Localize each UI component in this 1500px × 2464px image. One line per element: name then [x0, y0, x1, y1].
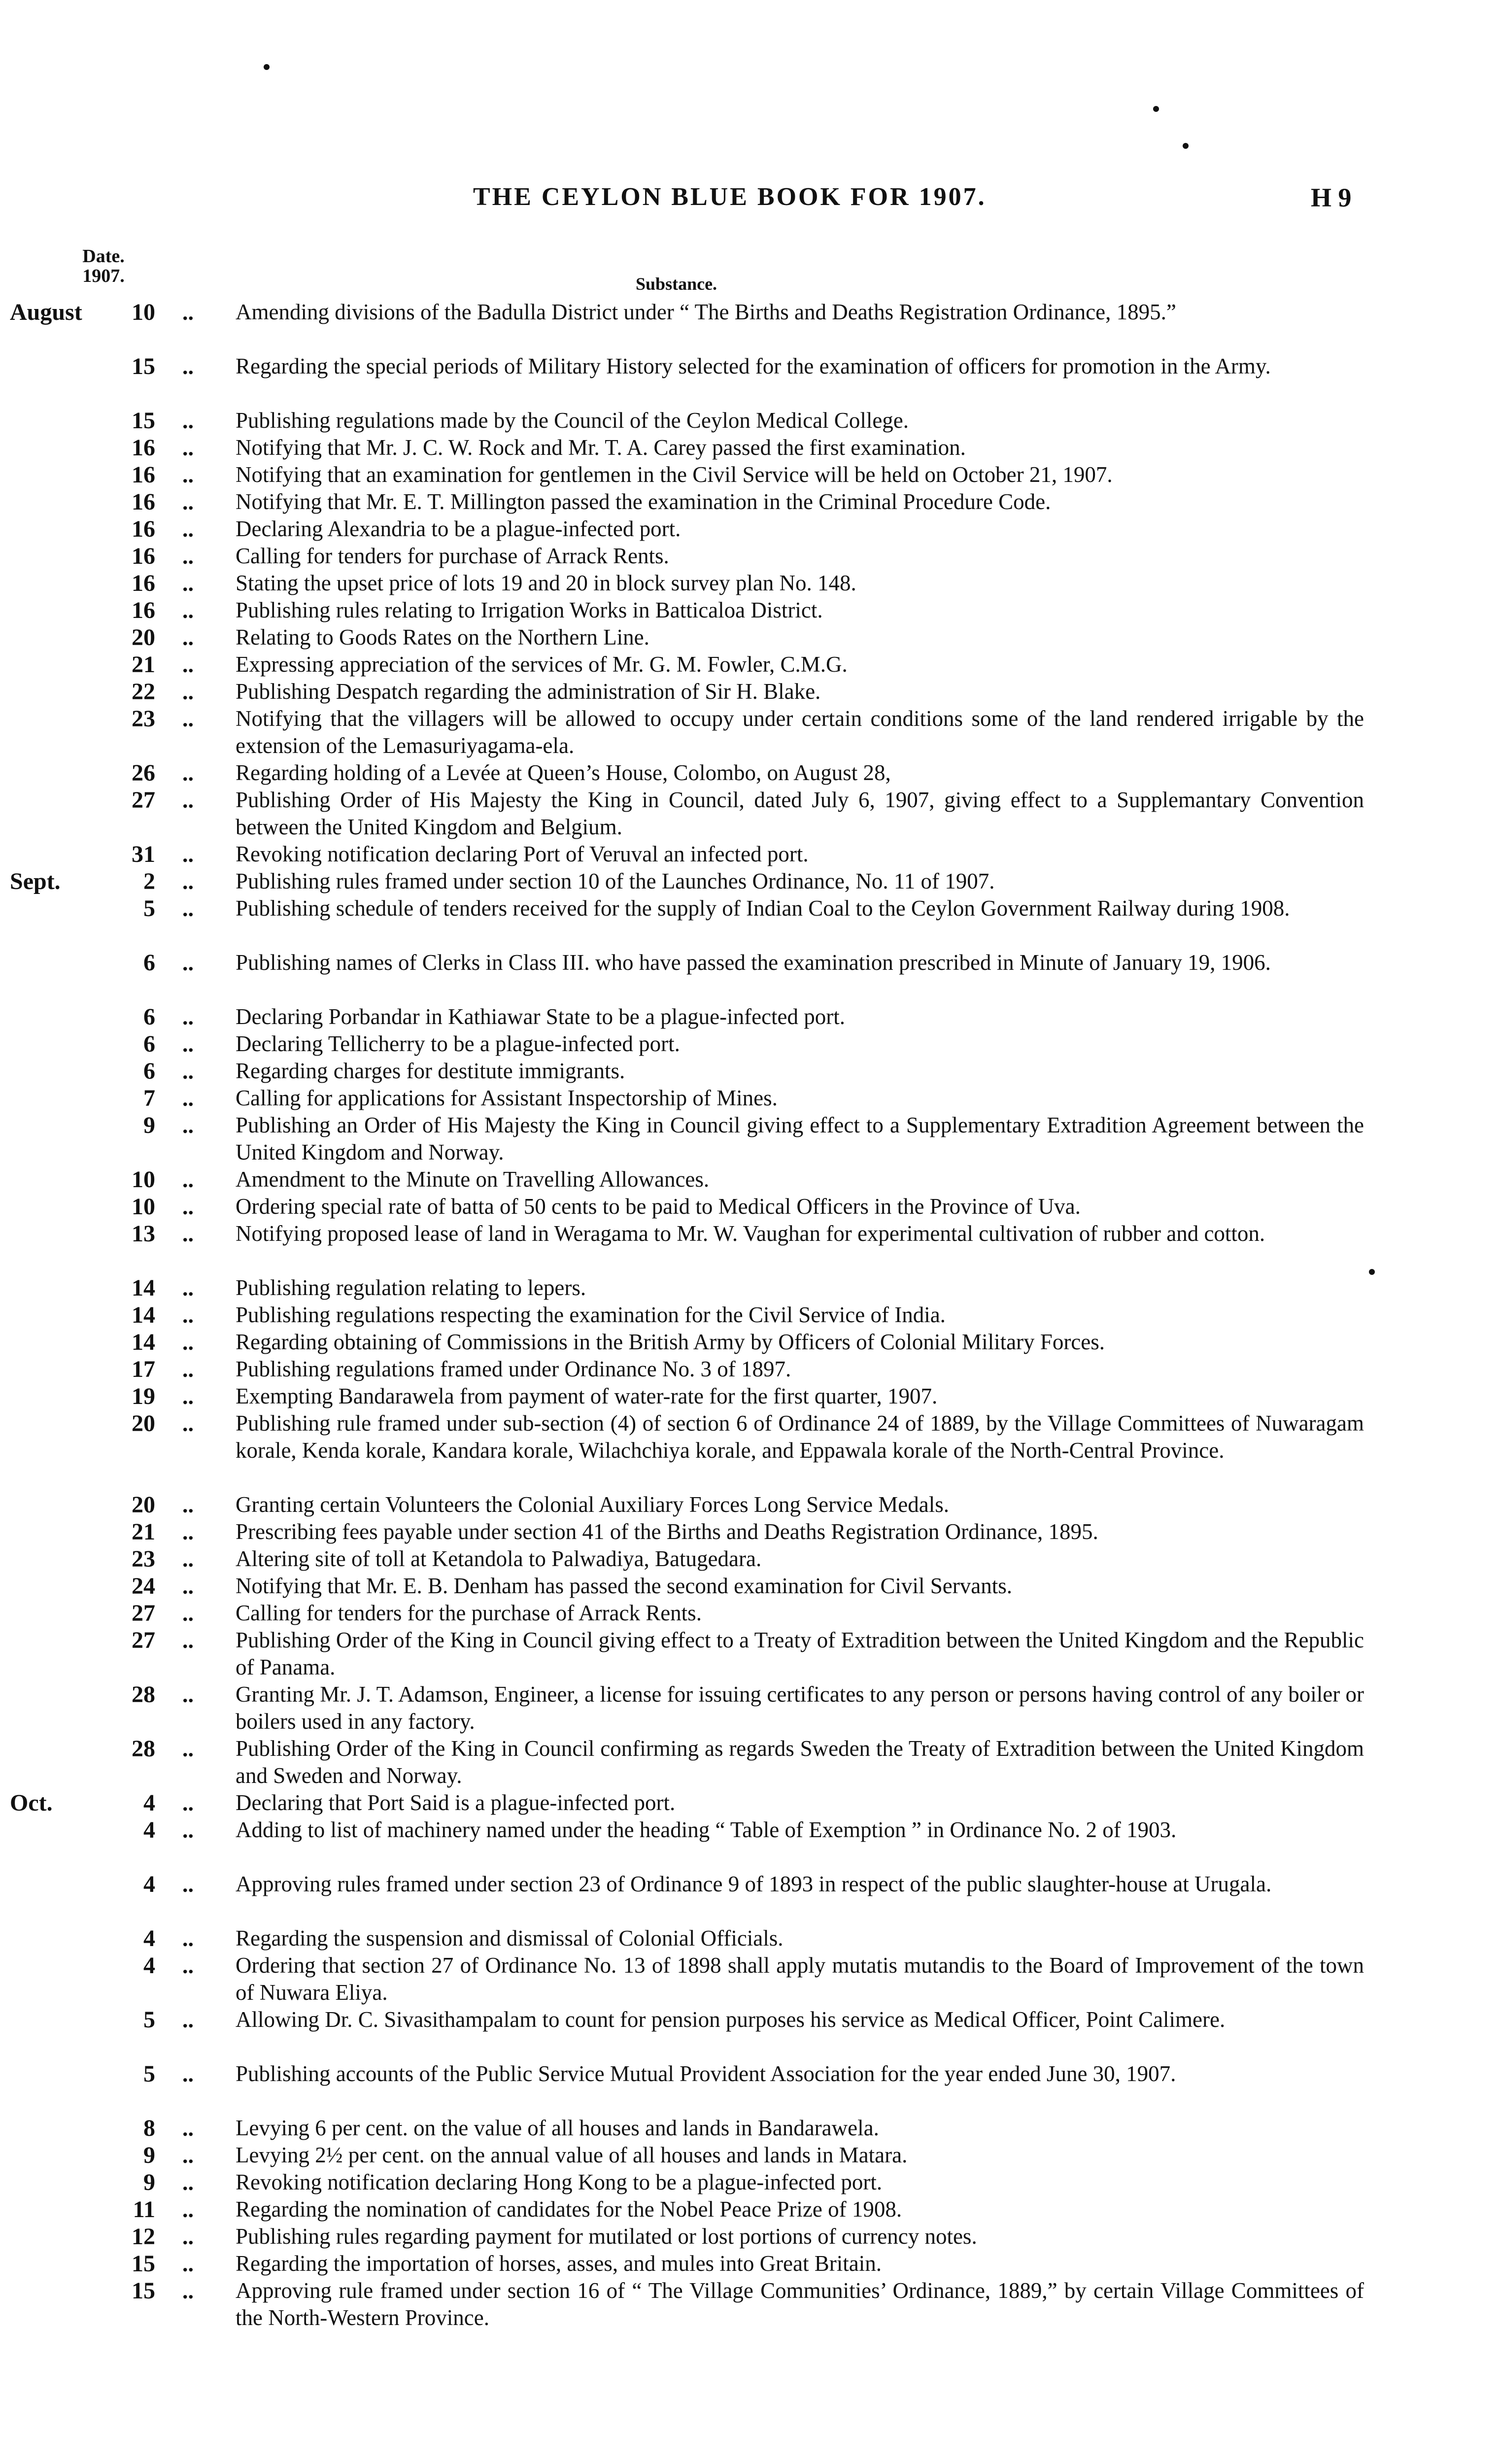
entry-row — [0, 2250, 1500, 2277]
entry-leader-dots: .. — [182, 1031, 194, 1057]
entry-row — [0, 1220, 1500, 1274]
entry-substance: Expressing appreciation of the services of Mr. G. M. Fowler, C.M.G. — [236, 652, 848, 677]
entry-row — [0, 624, 1500, 651]
entry-row — [0, 1789, 1500, 1816]
entry-day: 27 — [132, 787, 155, 813]
entry-row — [0, 570, 1500, 597]
entry-day: 16 — [132, 597, 155, 623]
entry-day: 9 — [143, 2142, 155, 2168]
entry-day: 21 — [132, 651, 155, 678]
entry-row — [0, 2115, 1500, 2142]
entry-leader-dots: .. — [182, 787, 194, 813]
page-number: H 9 — [1311, 183, 1352, 212]
entry-leader-dots: .. — [182, 1519, 194, 1544]
entry-substance: Regarding the nomination of candidates for the Nobel Peace Prize of 1908. — [236, 2197, 902, 2222]
entry-leader-dots: .. — [182, 1167, 194, 1192]
substance-column-header: Substance. — [636, 274, 717, 294]
entries-list — [0, 299, 1500, 2331]
entry-row — [0, 488, 1500, 515]
entry-leader-dots: .. — [182, 2143, 194, 2168]
entry-substance: Levying 6 per cent. on the value of all houses and lands in Bandarawela. — [236, 2116, 879, 2140]
entry-substance: Calling for tenders for purchase of Arrack Rents. — [236, 544, 669, 568]
entry-row — [0, 1085, 1500, 1112]
entry-day: 28 — [132, 1681, 155, 1708]
ink-speck — [264, 64, 270, 70]
entry-row — [0, 2277, 1500, 2331]
entry-substance: Declaring Porbandar in Kathiawar State to be a plague-infected port. — [236, 1004, 846, 1029]
ink-speck — [1153, 106, 1159, 112]
entry-leader-dots: .. — [182, 1194, 194, 1219]
entry-leader-dots: .. — [182, 1546, 194, 1572]
entry-row — [0, 299, 1500, 353]
entry-leader-dots: .. — [182, 1736, 194, 1761]
entry-row — [0, 1410, 1500, 1491]
entry-day: 9 — [143, 2169, 155, 2195]
entry-substance: Publishing regulations respecting the examination for the Civil Service of India. — [236, 1302, 946, 1327]
entry-row — [0, 1600, 1500, 1627]
entry-day: 20 — [132, 1492, 155, 1518]
entry-leader-dots: .. — [182, 1384, 194, 1409]
entry-leader-dots: .. — [182, 1113, 194, 1138]
entry-row — [0, 2142, 1500, 2169]
entry-leader-dots: .. — [182, 706, 194, 731]
entry-day: 13 — [132, 1221, 155, 1247]
entry-row — [0, 1274, 1500, 1301]
entry-leader-dots: .. — [182, 1275, 194, 1300]
entry-day: 19 — [132, 1383, 155, 1409]
entry-row — [0, 1545, 1500, 1573]
entry-substance: Granting certain Volunteers the Colonial Auxiliary Forces Long Service Medals. — [236, 1492, 950, 1517]
date-column-header — [57, 246, 150, 286]
entry-substance: Notifying that Mr. E. B. Denham has passed the second examination for Civil Servants. — [236, 1574, 1012, 1598]
entry-substance: Exempting Bandarawela from payment of water-rate for the first quarter, 1907. — [236, 1384, 938, 1408]
entry-row — [0, 841, 1500, 868]
entry-row — [0, 759, 1500, 787]
entry-substance: Publishing names of Clerks in Class III. who have passed the examination prescribed in Minute of January 19, 1906. — [236, 950, 1271, 975]
entry-leader-dots: .. — [182, 2007, 194, 2032]
entry-leader-dots: .. — [182, 544, 194, 569]
entry-day: 24 — [132, 1573, 155, 1599]
entry-row — [0, 1356, 1500, 1383]
entry-leader-dots: .. — [182, 435, 194, 460]
entry-substance: Approving rules framed under section 23 of Ordinance 9 of 1893 in respect of the public slaughter-house at Urugala. — [236, 1872, 1272, 1896]
entry-substance: Publishing rules regarding payment for mutilated or lost portions of currency notes. — [236, 2224, 977, 2249]
entry-leader-dots: .. — [182, 489, 194, 514]
entry-row — [0, 407, 1500, 434]
entry-day: 6 — [143, 950, 155, 976]
entry-leader-dots: .. — [182, 652, 194, 677]
entry-substance: Amendment to the Minute on Travelling Allowances. — [236, 1167, 710, 1192]
entry-row — [0, 434, 1500, 461]
entry-row — [0, 651, 1500, 678]
entry-leader-dots: .. — [182, 1953, 194, 1978]
entry-leader-dots: .. — [182, 1872, 194, 1897]
entry-substance: Publishing Order of His Majesty the King in Council, dated July 6, 1907, giving effect to a Supplemantary Convention between the United Kingdom and Belgium. — [236, 787, 1364, 839]
entry-day: 20 — [132, 1410, 155, 1437]
entry-row — [0, 1058, 1500, 1085]
entry-leader-dots: .. — [182, 950, 194, 975]
entry-row — [0, 515, 1500, 543]
entry-substance: Approving rule framed under section 16 of “ The Village Communities’ Ordinance, 1889,” by certain Village Committees of the North-Western Province. — [236, 2278, 1364, 2330]
entry-day: 6 — [143, 1058, 155, 1084]
entry-day: 14 — [132, 1275, 155, 1301]
entry-day: 16 — [132, 489, 155, 515]
entry-leader-dots: .. — [182, 2251, 194, 2276]
entry-leader-dots: .. — [182, 516, 194, 542]
entry-leader-dots: .. — [182, 1817, 194, 1843]
entry-substance: Publishing rules framed under section 10 of the Launches Ordinance, No. 11 of 1907. — [236, 869, 995, 893]
entry-day: 23 — [132, 706, 155, 732]
entry-day: 10 — [132, 1166, 155, 1193]
entry-month: August — [10, 299, 82, 325]
entry-row — [0, 1329, 1500, 1356]
entry-day: 28 — [132, 1736, 155, 1762]
entry-row — [0, 1952, 1500, 2006]
entry-leader-dots: .. — [182, 1574, 194, 1599]
entry-leader-dots: .. — [182, 1086, 194, 1111]
entry-day: 14 — [132, 1302, 155, 1328]
entry-substance: Revoking notification declaring Port of Veruval an infected port. — [236, 842, 809, 866]
entry-row — [0, 1681, 1500, 1735]
entry-day: 8 — [143, 2115, 155, 2141]
entry-leader-dots: .. — [182, 1411, 194, 1436]
entry-day: 7 — [143, 1085, 155, 1111]
entry-row — [0, 461, 1500, 488]
entry-substance: Amending divisions of the Badulla District under “ The Births and Deaths Registration Ordinance, 1895.” — [236, 300, 1176, 324]
entry-substance: Calling for applications for Assistant Inspectorship of Mines. — [236, 1086, 778, 1110]
entry-leader-dots: .. — [182, 462, 194, 487]
entry-substance: Stating the upset price of lots 19 and 20 in block survey plan No. 148. — [236, 571, 856, 595]
entry-row — [0, 949, 1500, 1003]
entry-substance: Granting Mr. J. T. Adamson, Engineer, a license for issuing certificates to any person or persons having control of any boiler or boilers used in any factory. — [236, 1682, 1364, 1734]
entry-leader-dots: .. — [182, 1059, 194, 1084]
entry-day: 20 — [132, 624, 155, 650]
entry-day: 16 — [132, 516, 155, 542]
entry-row — [0, 1518, 1500, 1545]
entry-substance: Notifying proposed lease of land in Weragama to Mr. W. Vaughan for experimental cultivation of rubber and cotton. — [236, 1221, 1265, 1246]
entry-day: 15 — [132, 353, 155, 379]
entry-leader-dots: .. — [182, 2061, 194, 2087]
entry-substance: Prescribing fees payable under section 41 of the Births and Deaths Registration Ordinance, 1895. — [236, 1519, 1098, 1544]
entry-leader-dots: .. — [182, 2170, 194, 2195]
entry-substance: Publishing regulations made by the Council of the Ceylon Medical College. — [236, 408, 909, 433]
entry-leader-dots: .. — [182, 842, 194, 867]
entry-substance: Adding to list of machinery named under the heading “ Table of Exemption ” in Ordinance No. 2 of 1903. — [236, 1817, 1177, 1842]
entry-substance: Regarding charges for destitute immigrants. — [236, 1059, 625, 1083]
entry-row — [0, 868, 1500, 895]
entry-day: 31 — [132, 841, 155, 867]
entry-leader-dots: .. — [182, 1926, 194, 1951]
entry-leader-dots: .. — [182, 679, 194, 704]
ink-speck — [1183, 143, 1189, 149]
entry-substance: Declaring Alexandria to be a plague-infected port. — [236, 516, 681, 541]
entry-leader-dots: .. — [182, 869, 194, 894]
entry-substance: Ordering special rate of batta of 50 cents to be paid to Medical Officers in the Province of Uva. — [236, 1194, 1081, 1219]
entry-substance: Regarding holding of a Levée at Queen’s House, Colombo, on August 28, — [236, 760, 891, 785]
entry-substance: Allowing Dr. C. Sivasithampalam to count for pension purposes his service as Medical Officer, Point Calimere. — [236, 2007, 1226, 2032]
entry-substance: Regarding the importation of horses, asses, and mules into Great Britain. — [236, 2251, 882, 2276]
page-title: THE CEYLON BLUE BOOK FOR 1907. — [473, 183, 987, 211]
entry-day: 16 — [132, 543, 155, 569]
entry-row — [0, 1735, 1500, 1789]
entry-substance: Publishing schedule of tenders received for the supply of Indian Coal to the Ceylon Government Railway during 1908. — [236, 896, 1290, 921]
entry-day: 6 — [143, 1031, 155, 1057]
entry-row — [0, 787, 1500, 841]
entry-leader-dots: .. — [182, 625, 194, 650]
entry-substance: Altering site of toll at Ketandola to Palwadiya, Batugedara. — [236, 1546, 762, 1571]
entry-leader-dots: .. — [182, 354, 194, 379]
entry-substance: Regarding the suspension and dismissal of Colonial Officials. — [236, 1926, 784, 1951]
entry-leader-dots: .. — [182, 760, 194, 786]
entry-row — [0, 678, 1500, 705]
entry-day: 22 — [132, 679, 155, 705]
entry-leader-dots: .. — [182, 1601, 194, 1626]
entry-row — [0, 1627, 1500, 1681]
entry-row — [0, 1491, 1500, 1518]
entry-row — [0, 1573, 1500, 1600]
entry-day: 5 — [143, 2061, 155, 2087]
entry-substance: Publishing an Order of His Majesty the King in Council giving effect to a Supplementary Extradition Agreement between the United Kingdom and Norway. — [236, 1113, 1364, 1164]
entry-day: 12 — [132, 2224, 155, 2250]
entry-day: 17 — [132, 1356, 155, 1382]
entry-substance: Publishing accounts of the Public Service Mutual Provident Association for the year ended June 30, 1907. — [236, 2061, 1176, 2086]
entry-leader-dots: .. — [182, 896, 194, 921]
entry-row — [0, 1030, 1500, 1058]
entry-day: 26 — [132, 760, 155, 786]
entry-leader-dots: .. — [182, 2197, 194, 2222]
entry-day: 15 — [132, 2278, 155, 2304]
entry-leader-dots: .. — [182, 2278, 194, 2303]
entry-leader-dots: .. — [182, 1302, 194, 1328]
entry-substance: Publishing rule framed under sub-section (4) of section 6 of Ordinance 24 of 1889, by the Village Committees of Nuwaragam korale, Kenda korale, Kandara korale, Wilachchiya korale, and Eppawala korale of the North-Central Province. — [236, 1411, 1364, 1463]
entry-leader-dots: .. — [182, 1221, 194, 1246]
entry-substance: Relating to Goods Rates on the Northern Line. — [236, 625, 649, 650]
entry-row — [0, 2060, 1500, 2115]
entry-day: 4 — [143, 1952, 155, 1979]
entry-row — [0, 597, 1500, 624]
entry-substance: Declaring Tellicherry to be a plague-infected port. — [236, 1031, 680, 1056]
entry-substance: Ordering that section 27 of Ordinance No. 13 of 1898 shall apply mutatis mutandis to the Board of Improvement of the town of Nuwara Eliya. — [236, 1953, 1364, 2005]
entry-row — [0, 2196, 1500, 2223]
entry-row — [0, 1166, 1500, 1193]
entry-leader-dots: .. — [182, 598, 194, 623]
entry-substance: Publishing rules relating to Irrigation Works in Batticaloa District. — [236, 598, 823, 622]
entry-day: 11 — [133, 2196, 155, 2223]
entry-day: 23 — [132, 1546, 155, 1572]
entry-substance: Publishing Despatch regarding the administration of Sir H. Blake. — [236, 679, 821, 704]
entry-leader-dots: .. — [182, 1004, 194, 1029]
entry-row — [0, 705, 1500, 759]
entry-substance: Publishing Order of the King in Council giving effect to a Treaty of Extradition between the United Kingdom and the Republic of Panama. — [236, 1628, 1364, 1679]
entry-day: 4 — [143, 1817, 155, 1843]
entry-leader-dots: .. — [182, 2116, 194, 2141]
entry-leader-dots: .. — [182, 571, 194, 596]
entry-leader-dots: .. — [182, 1628, 194, 1653]
entry-day: 4 — [143, 1871, 155, 1897]
entry-leader-dots: .. — [182, 1682, 194, 1707]
entry-substance: Declaring that Port Said is a plague-infected port. — [236, 1790, 676, 1815]
entry-row — [0, 1816, 1500, 1871]
entry-row — [0, 543, 1500, 570]
entry-substance: Regarding the special periods of Military History selected for the examination of officers for promotion in the Army. — [236, 354, 1271, 378]
entry-day: 10 — [132, 299, 155, 325]
entry-row — [0, 1112, 1500, 1166]
entry-day: 4 — [143, 1925, 155, 1951]
entry-row — [0, 2006, 1500, 2060]
entry-day: 27 — [132, 1600, 155, 1626]
entry-substance: Revoking notification declaring Hong Kong to be a plague-infected port. — [236, 2170, 883, 2194]
entry-day: 16 — [132, 435, 155, 461]
entry-day: 5 — [143, 895, 155, 922]
entry-row — [0, 1193, 1500, 1220]
entry-substance: Calling for tenders for the purchase of Arrack Rents. — [236, 1601, 702, 1625]
entry-day: 5 — [143, 2007, 155, 2033]
entry-leader-dots: .. — [182, 1357, 194, 1382]
entry-leader-dots: .. — [182, 2224, 194, 2249]
entry-day: 14 — [132, 1329, 155, 1355]
entry-row — [0, 1383, 1500, 1410]
entry-row — [0, 895, 1500, 949]
entry-day: 16 — [132, 462, 155, 488]
entry-row — [0, 1003, 1500, 1030]
entry-row — [0, 353, 1500, 407]
entry-day: 10 — [132, 1194, 155, 1220]
entry-day: 21 — [132, 1519, 155, 1545]
entry-row — [0, 1871, 1500, 1925]
entry-leader-dots: .. — [182, 300, 194, 325]
entry-substance: Notifying that Mr. E. T. Millington passed the examination in the Criminal Procedure Code. — [236, 489, 1051, 514]
entry-row — [0, 1301, 1500, 1329]
entry-substance: Publishing Order of the King in Council confirming as regards Sweden the Treaty of Extradition between the United Kingdom and Sweden and Norway. — [236, 1736, 1364, 1788]
entry-leader-dots: .. — [182, 1492, 194, 1517]
entry-substance: Notifying that the villagers will be allowed to occupy under certain conditions some of the land rendered irrigable by the extension of the Lemasuriyagama-ela. — [236, 706, 1364, 758]
entry-leader-dots: .. — [182, 1790, 194, 1815]
entry-row — [0, 1925, 1500, 1952]
entry-substance: Publishing regulation relating to lepers. — [236, 1275, 586, 1300]
entry-leader-dots: .. — [182, 1330, 194, 1355]
entry-month: Sept. — [10, 868, 61, 894]
entry-substance: Publishing regulations framed under Ordinance No. 3 of 1897. — [236, 1357, 791, 1381]
entry-row — [0, 2169, 1500, 2196]
entry-leader-dots: .. — [182, 408, 194, 433]
entry-day: 9 — [143, 1112, 155, 1138]
entry-day: 6 — [143, 1004, 155, 1030]
year-label: 1907. — [82, 266, 125, 286]
entry-day: 4 — [143, 1790, 155, 1816]
entry-day: 27 — [132, 1627, 155, 1653]
entry-day: 15 — [132, 2251, 155, 2277]
entry-month: Oct. — [10, 1790, 53, 1816]
entry-substance: Regarding obtaining of Commissions in the British Army by Officers of Colonial Military Forces. — [236, 1330, 1105, 1354]
date-label: Date. — [82, 246, 125, 267]
entry-day: 2 — [143, 868, 155, 894]
entry-substance: Levying 2½ per cent. on the annual value of all houses and lands in Matara. — [236, 2143, 908, 2167]
entry-day: 16 — [132, 570, 155, 596]
entry-day: 15 — [132, 408, 155, 434]
entry-substance: Notifying that Mr. J. C. W. Rock and Mr. T. A. Carey passed the first examination. — [236, 435, 966, 460]
entry-row — [0, 2223, 1500, 2250]
entry-substance: Notifying that an examination for gentlemen in the Civil Service will be held on October 21, 1907. — [236, 462, 1113, 487]
